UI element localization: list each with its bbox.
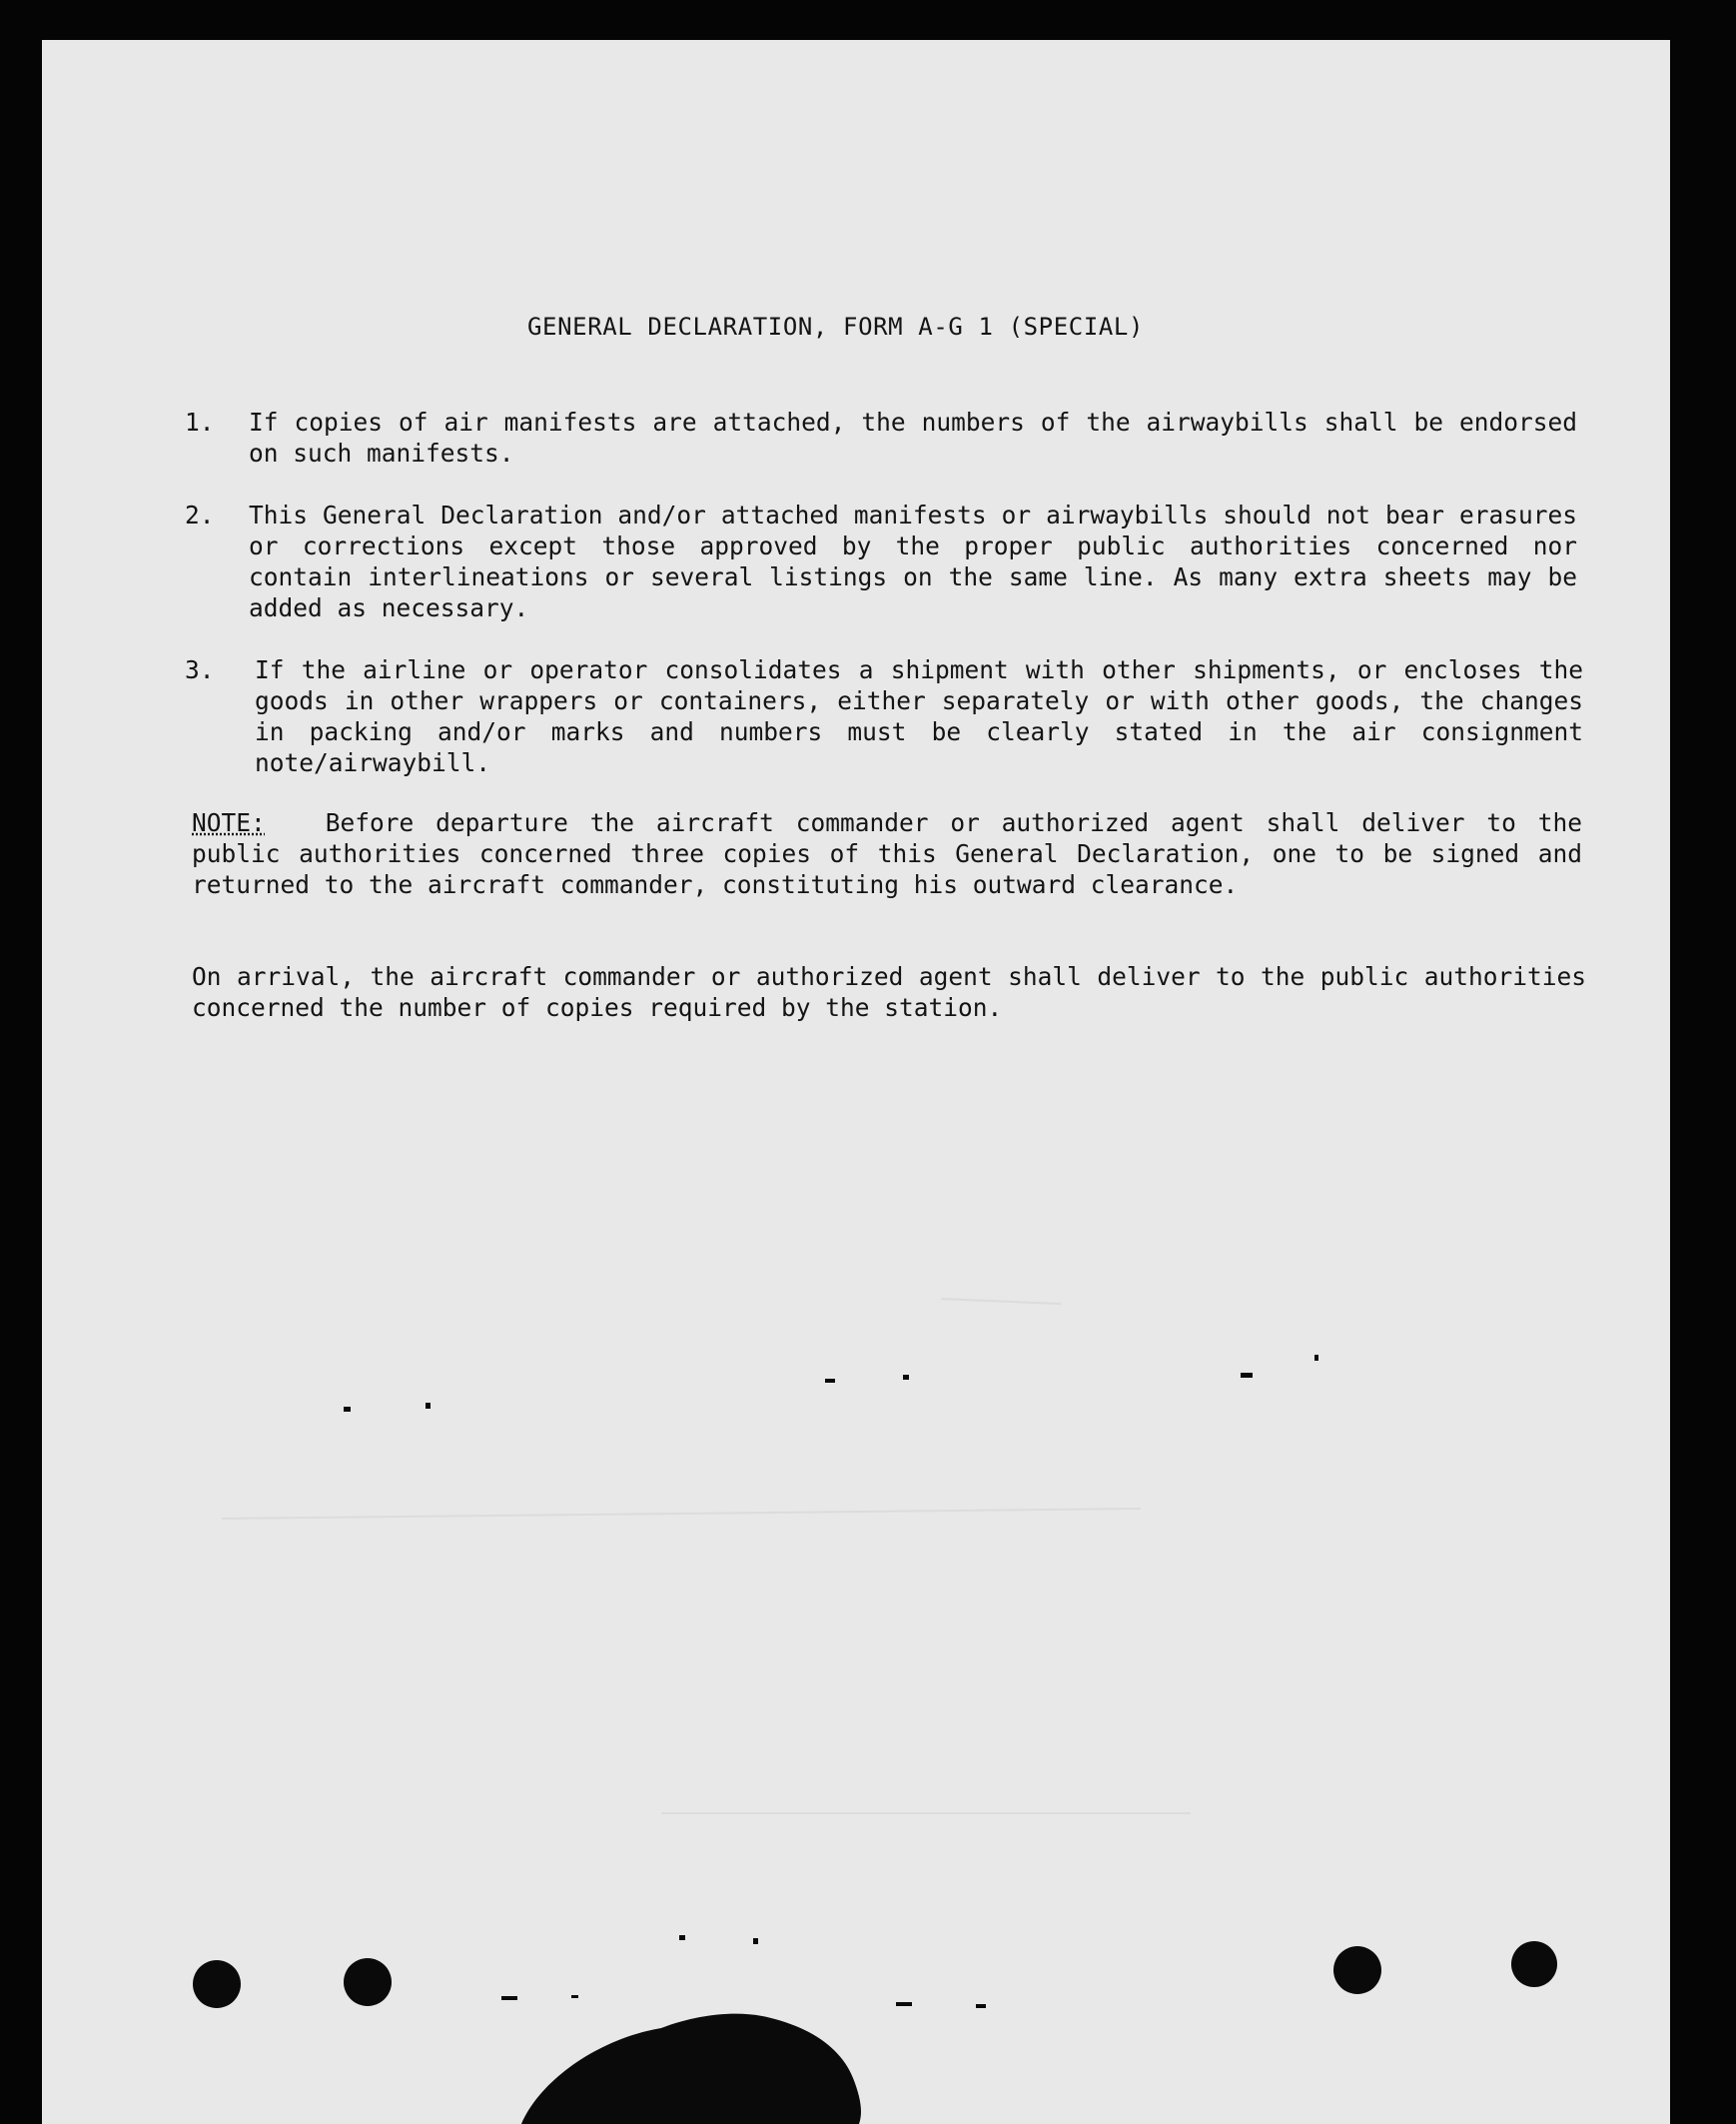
speck [1241, 1373, 1253, 1378]
speck [753, 1938, 758, 1944]
note-label: NOTE: [192, 808, 266, 837]
speck [344, 1407, 351, 1412]
item-number: 3. [185, 655, 215, 684]
paper-sheet [42, 40, 1670, 2124]
punch-hole [193, 1960, 241, 2008]
document-title: GENERAL DECLARATION, FORM A-G 1 (SPECIAL) [527, 313, 1145, 341]
scan-artifacts [42, 40, 1670, 2124]
item-text: If the airline or operator consolidates a shipment with other shipments, or encloses the goods in other wrappers or containers, either separately or with other goods, the changes in packing and/or marks and numbers must be clearly stated in the air consignment note/airwaybill. [255, 655, 1583, 777]
item-number: 2. [185, 501, 215, 530]
punch-hole [1511, 1941, 1557, 1987]
speck [903, 1375, 909, 1380]
ink-blot [521, 2014, 861, 2124]
speck [679, 1935, 685, 1940]
speck [976, 2004, 986, 2008]
item-number: 1. [185, 408, 215, 437]
speck [501, 1996, 517, 2000]
speck [896, 2002, 912, 2006]
punch-hole [344, 1958, 392, 2006]
note-text: Before departure the aircraft commander or authorized agent shall deliver to the public authorities concerned three copies of this General Declaration, one to be signed and returned to the aircraft commander, constituting his outward clearance. [192, 808, 1582, 899]
arrival-paragraph: On arrival, the aircraft commander or authorized agent shall deliver to the public authorities concerned the number of copies required by the station. [192, 962, 1586, 1022]
item-text: This General Declaration and/or attached manifests or airwaybills should not bear erasures or corrections except those approved by the proper public authorities concerned nor contain interlineations or several listings on the same line. As many extra sheets may be added as necessary. [249, 501, 1577, 622]
punch-hole [1333, 1946, 1381, 1994]
speck [571, 1995, 578, 1998]
speck [825, 1379, 835, 1383]
item-text: If copies of air manifests are attached, the numbers of the airwaybills shall be endorsed on such manifests. [249, 408, 1577, 468]
speck [1314, 1355, 1318, 1361]
speck [426, 1403, 431, 1409]
